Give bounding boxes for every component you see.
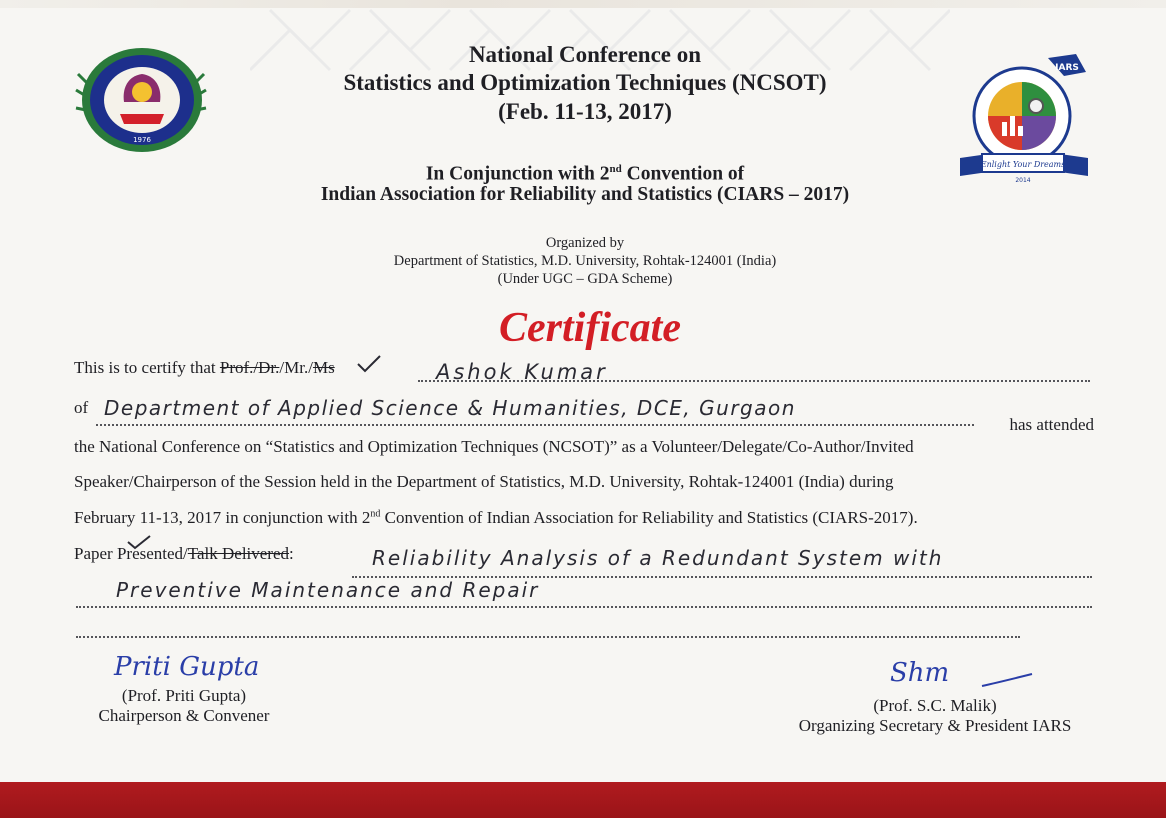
certify-prefix: This is to certify that — [74, 358, 220, 377]
left-signature: Priti Gupta — [114, 652, 260, 682]
seal-year: 1976 — [133, 136, 151, 144]
iars-logo — [952, 50, 1096, 188]
checkmark-icon — [126, 534, 152, 550]
paper-label-line: Paper Presented/Talk Delivered: — [74, 544, 294, 563]
paper-dotted-line-2 — [76, 606, 1092, 608]
paper-title-line1: Reliability Analysis of a Redundant System with — [372, 546, 944, 570]
iars-abbrev: IARS — [1055, 63, 1079, 73]
conference-dates: (Feb. 11-13, 2017) — [498, 99, 672, 124]
right-signatory-name: (Prof. S.C. Malik) — [873, 696, 997, 715]
body-line-2: Speaker/Chairperson of the Session held in the Department of Statistics, M.D. University, Rohtak-124001 (India) during — [74, 472, 894, 491]
of-label: of — [74, 398, 89, 417]
conference-title-line2: Statistics and Optimization Techniques (NCSOT) — [343, 70, 827, 95]
iars-year: 2014 — [1015, 177, 1031, 184]
title-ms: Ms — [312, 358, 335, 377]
paper-title-line2: Preventive Maintenance and Repair — [116, 578, 540, 602]
right-signatory-role: Organizing Secretary & President IARS — [798, 716, 1072, 735]
university-seal-logo — [72, 44, 210, 156]
signature-flourish — [980, 670, 1034, 690]
body-line-1: the National Conference on “Statistics and Optimization Techniques (NCSOT)” as a Volunteer/Delegate/Co-Author/Invited — [74, 437, 914, 456]
attended-label: has attended — [1009, 415, 1094, 434]
title-mr: Mr. — [284, 358, 309, 377]
left-signature-block — [74, 652, 294, 726]
title-prof-dr: Prof./Dr. — [219, 358, 280, 377]
affiliation-dotted-line — [96, 424, 974, 426]
left-signatory-name: (Prof. Priti Gupta) — [121, 686, 247, 705]
paper-dotted-line-3 — [76, 636, 1020, 638]
organized-by: Organized by — [545, 235, 625, 251]
recipient-name: Ashok Kumar — [436, 360, 608, 384]
talk-delivered-label: Talk Delivered — [187, 544, 290, 563]
right-signature: Shm — [890, 658, 950, 688]
paper-presented-label: Paper Presented/ — [74, 544, 188, 563]
certificate-title: Certificate — [499, 305, 681, 351]
right-signature-block — [774, 658, 1096, 736]
bottom-border — [0, 782, 1166, 818]
association-line: Indian Association for Reliability and Statistics (CIARS – 2017) — [320, 184, 850, 205]
left-signatory-role: Chairperson & Convener — [98, 706, 270, 725]
conjunction-line: In Conjunction with 2nd Convention of — [425, 163, 745, 185]
certify-line: This is to certify that Prof./Dr./Mr./Ms — [74, 358, 335, 377]
scheme-line: (Under UGC – GDA Scheme) — [497, 271, 673, 287]
iars-motto: Enlight Your Dreams — [980, 160, 1066, 169]
conference-title-line1: National Conference on — [468, 42, 702, 67]
body-line-3: February 11-13, 2017 in conjunction with 2nd Convention of Indian Association for Reliability and Statistics (CIARS-2017). — [74, 508, 918, 527]
affiliation-text: Department of Applied Science & Humanities, DCE, Gurgaon — [104, 396, 796, 420]
department-line: Department of Statistics, M.D. University, Rohtak-124001 (India) — [393, 253, 777, 269]
checkmark-icon — [356, 354, 382, 374]
